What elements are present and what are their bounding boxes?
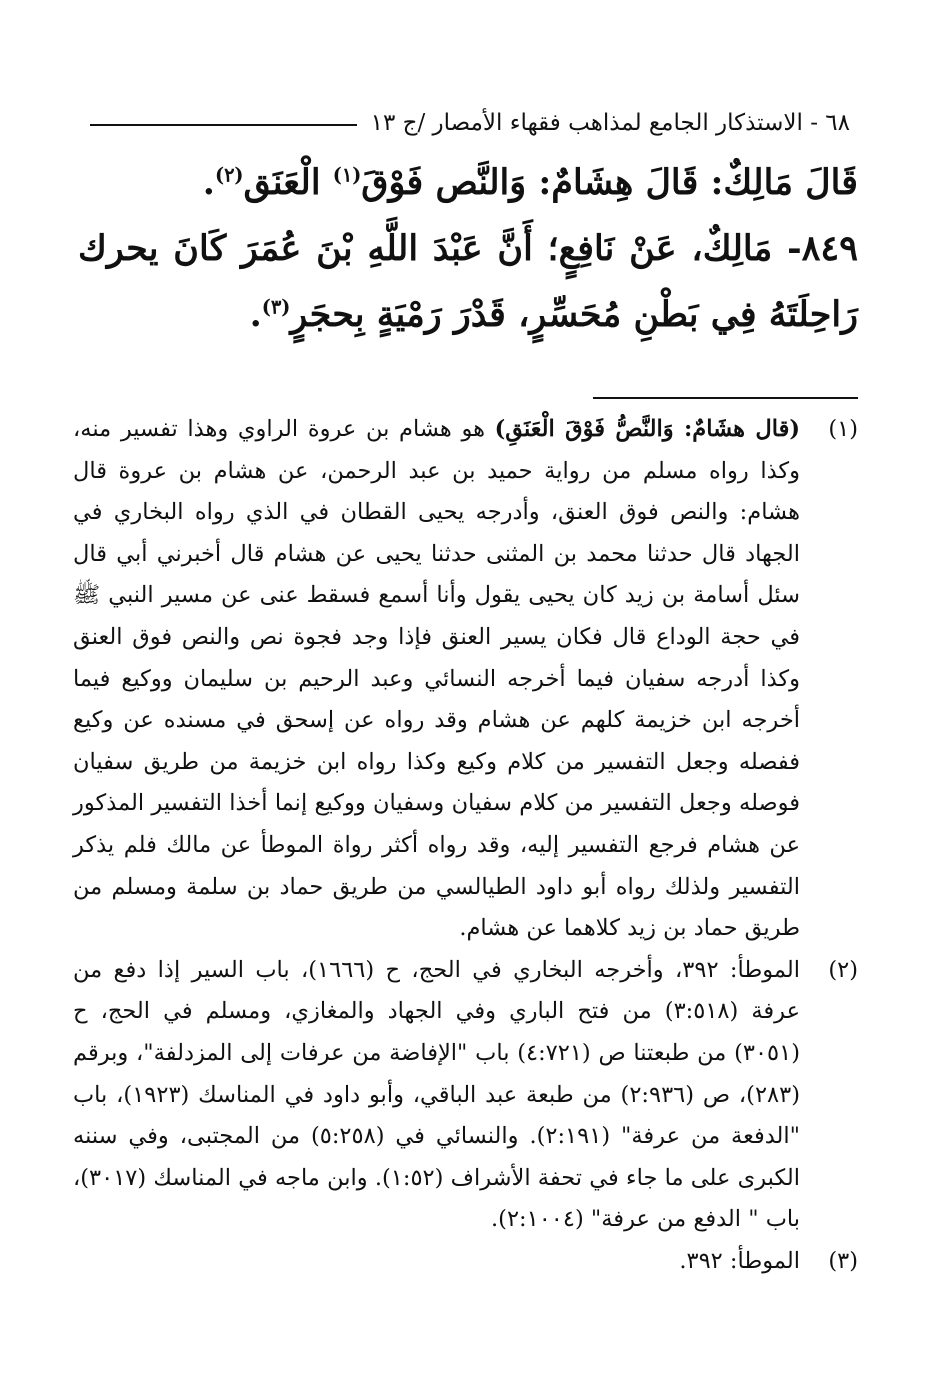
main-text <box>78 150 858 348</box>
hadith-number: ٨٤٩- <box>787 228 858 269</box>
footnote-ref-1: (١) <box>332 163 362 187</box>
footnote-text: الموطأ: ٣٩٢. <box>679 1247 800 1274</box>
footnote-lemma: (قال هشَامٌ: وَالنَّصُّ فَوْقَ الْعَنَقِ) <box>494 416 800 442</box>
footnote-number: (١) <box>828 416 858 442</box>
footnote-2 <box>73 950 858 1241</box>
running-header <box>90 103 850 143</box>
footnote-body <box>73 950 800 1241</box>
footnote-1 <box>73 409 858 950</box>
header-rule <box>90 124 357 126</box>
paragraph-1-end: . <box>202 162 215 203</box>
footnote-text: الموطأ: ٣٩٢، وأخرجه البخاري في الحج، ح (١٦٦٦)، باب السير إذا دفع من عرفة (٣:٥١٨) من فتح الباري وفي الجهاد والمغازي، ومسلم في الحج، ح (٣٠٥١) من طبعتنا ص (٤:٧٢١) باب "الإفاضة من عرفات إلى المزدلفة"، وبرقم (٢٨٣)، ص (٢:٩٣٦) من طبعة عبد الباقي، وأبو داود في المناسك (١٩٢٣)، باب "الدفعة من عرفة" (٢:١٩١). والنسائي في (٥:٢٥٨) من المجتبى، وفي سننه الكبرى على ما جاء في تحفة الأشراف (١:٥٢). وابن ماجه في المناسك (٣٠١٧)، باب " الدفع من عرفة" (٢:١٠٠٤). <box>73 956 801 1233</box>
main-paragraph-2 <box>78 216 858 348</box>
footnote-number: (٢) <box>828 956 858 983</box>
paragraph-2-end: . <box>249 294 262 335</box>
footnote-ref-2: (٢) <box>214 163 244 187</box>
main-paragraph-1 <box>78 150 858 216</box>
footnote-3 <box>73 1241 858 1283</box>
footnote-ref-3: (٣) <box>261 295 291 319</box>
running-title: ٦٨ - الاستذكار الجامع لمذاهب فقهاء الأمصار /ج ١٣ <box>370 109 850 136</box>
paragraph-2-text: مَالِكٌ، عَنْ نَافِعٍ؛ أَنَّ عَبْدَ اللَّهِ بْنَ عُمَرَ كَانَ يحرك رَاحِلَتَهُ فِي بَطْنِ مُحَسِّرٍ، قَدْرَ رَمْيَةٍ بِحجَرٍ <box>78 228 858 335</box>
footnote-text: هو هشام بن عروة الراوي وهذا تفسير منه، وكذا رواه مسلم من رواية حميد بن عبد الرحمن، عن هشام بن عروة قال هشام: والنص فوق العنق، وأدرجه يحيى القطان في الذي رواه البخاري في الجهاد قال حدثنا محمد بن المثنى حدثنا يحيى عن هشام قال أخبرني أبي قال سئل أسامة بن زيد كان يحيى يقول وأنا أسمع فسقط عنى عن مسير النبي ﷺ في حجة الوداع قال فكان يسير العنق فإذا وجد فجوة نص والنص فوق العنق وكذا أدرجه سفيان فيما أخرجه النسائي وعبد الرحيم بن سليمان ووكيع فيما أخرجه ابن خزيمة كلهم عن هشام وقد رواه عن إسحق في مسنده عن وكيع ففصله وجعل التفسير من كلام وكيع وكذا رواه ابن خزيمة من طريق سفيان فوصله وجعل التفسير من كلام سفيان وسفيان ووكيع إنما أخذا التفسير المذكور عن هشام فرجع التفسير إليه، وقد رواه أكثر رواة الموطأ عن مالك فلم يذكر التفسير ولذلك رواه أبو داود الطيالسي من طريق حماد بن سلمة ومسلم من طريق حماد بن زيد كلاهما عن هشام. <box>73 416 800 942</box>
footnote-body <box>73 409 800 950</box>
footnote-number: (٣) <box>828 1247 858 1274</box>
footnote-body <box>73 1241 800 1283</box>
footnote-separator <box>593 397 858 399</box>
paragraph-1-after: الْعَنَق <box>243 162 333 203</box>
paragraph-1-text: قَالَ مَالِكٌ: قَالَ هِشَامٌ: وَالنَّص فَوْقَ <box>361 162 858 203</box>
footnotes <box>73 409 858 1282</box>
